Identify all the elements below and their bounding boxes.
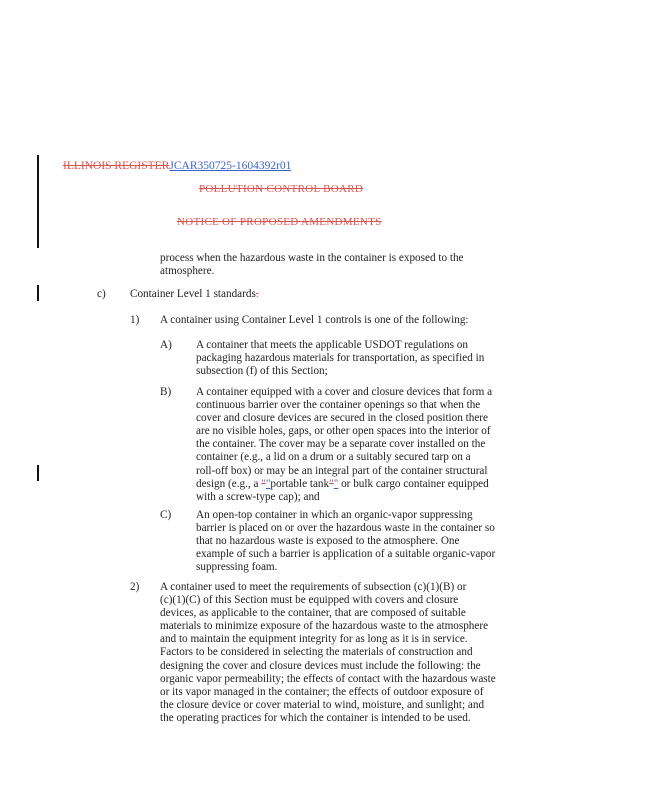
text-line: and to maintain the equipment integrity for as long as it is in service. [160, 633, 468, 646]
text-line: designing the cover and closure devices must include the following: the [160, 659, 481, 672]
item-1c-text [196, 509, 496, 574]
deleted-period: . [255, 288, 259, 300]
item-1-text: A container using Container Level 1 controls is one of the following: [160, 314, 469, 326]
section-c-title-text: Container Level 1 standards [130, 288, 256, 300]
text-line: with a screw-type cap); and [196, 490, 320, 503]
inserted-quote: " [333, 477, 339, 490]
register-deleted: ILLINOIS REGISTER [63, 160, 170, 172]
change-bar-header [37, 155, 39, 248]
text-line: (c)(1)(C) of this Section must be equipped with covers and closure [160, 594, 459, 607]
notice-title: NOTICE OF PROPOSED AMENDMENTS [177, 216, 382, 228]
change-bar-section-c [37, 285, 39, 301]
section-c-label: c) [97, 288, 106, 300]
section-c-title [130, 288, 259, 301]
text-line: or its vapor managed in the container; the effects of outdoor exposure of [160, 685, 484, 698]
item-2-label: 2) [130, 581, 140, 593]
text-run: or bulk cargo container equipped [338, 477, 489, 490]
text-line: devices, as applicable to the container, that are composed of suitable [160, 607, 466, 620]
text-line: packaging hazardous materials for transportation, as specified in [196, 352, 485, 365]
text-line: atmosphere. [160, 265, 215, 278]
text-line: subsection (f) of this Section; [196, 365, 328, 378]
text-line: the container. The cover may be a separate cover installed on the [196, 438, 486, 451]
text-line: A container equipped with a cover and closure devices that form a [196, 386, 493, 398]
item-1c-label: C) [160, 509, 172, 521]
board-title: POLLUTION CONTROL BOARD [199, 183, 364, 195]
item-1a-label: A) [160, 339, 172, 351]
text-line: process when the hazardous waste in the container is exposed to the [160, 252, 464, 264]
text-line: the closure device or cover material to wind, moisture, and sunlight; and [160, 698, 485, 711]
continuation-text [160, 252, 480, 278]
text-line: are no visible holes, gaps, or other open spaces into the interior of [196, 425, 491, 438]
item-1a-text [196, 339, 496, 378]
text-run: design (e.g., a [196, 477, 262, 490]
text-line: A container used to meet the requirements of subsection (c)(1)(B) or [160, 581, 467, 593]
item-2-text [160, 581, 500, 725]
text-line: example of such a barrier is application of a suitable organic-vapor [196, 548, 496, 561]
text-line: A container that meets the applicable USDOT regulations on [196, 339, 468, 351]
text-line: roll-off box) or may be an integral part of the container structural [196, 464, 488, 477]
inserted-quote: " [265, 477, 271, 490]
item-1-label: 1) [130, 314, 140, 326]
register-header [63, 160, 291, 172]
text-line: organic vapor permeability; the effects of contact with the hazardous waste [160, 672, 496, 685]
text-line [196, 478, 496, 491]
text-line: that no hazardous waste is exposed to the atmosphere. One [196, 535, 460, 548]
text-line: materials to minimize exposure of the hazardous waste to the atmosphere [160, 620, 489, 633]
deleted-quote: " [261, 477, 266, 490]
text-line: container (e.g., a lid on a drum or a suitably secured tarp on a [196, 451, 471, 464]
item-1b-label: B) [160, 386, 172, 398]
text-line: suppressing foam. [196, 561, 278, 574]
text-line: the operating practices for which the container is intended to be used. [160, 711, 471, 724]
item-1b-text [196, 386, 496, 504]
text-line: barrier is placed on or over the hazardous waste in the container so [196, 522, 495, 535]
text-line: cover and closure devices are secured in the closed position there [196, 412, 489, 425]
deleted-quote: " [329, 477, 334, 490]
register-inserted: JCAR350725-1604392r01 [169, 160, 292, 172]
text-line: Factors to be considered in selecting the materials of construction and [160, 646, 473, 659]
text-line: continuous barrier over the container openings so that when the [196, 399, 481, 412]
change-bar-item-1b [37, 465, 39, 481]
text-run: portable tank [270, 477, 330, 490]
text-line: An open-top container in which an organic-vapor suppressing [196, 509, 473, 521]
